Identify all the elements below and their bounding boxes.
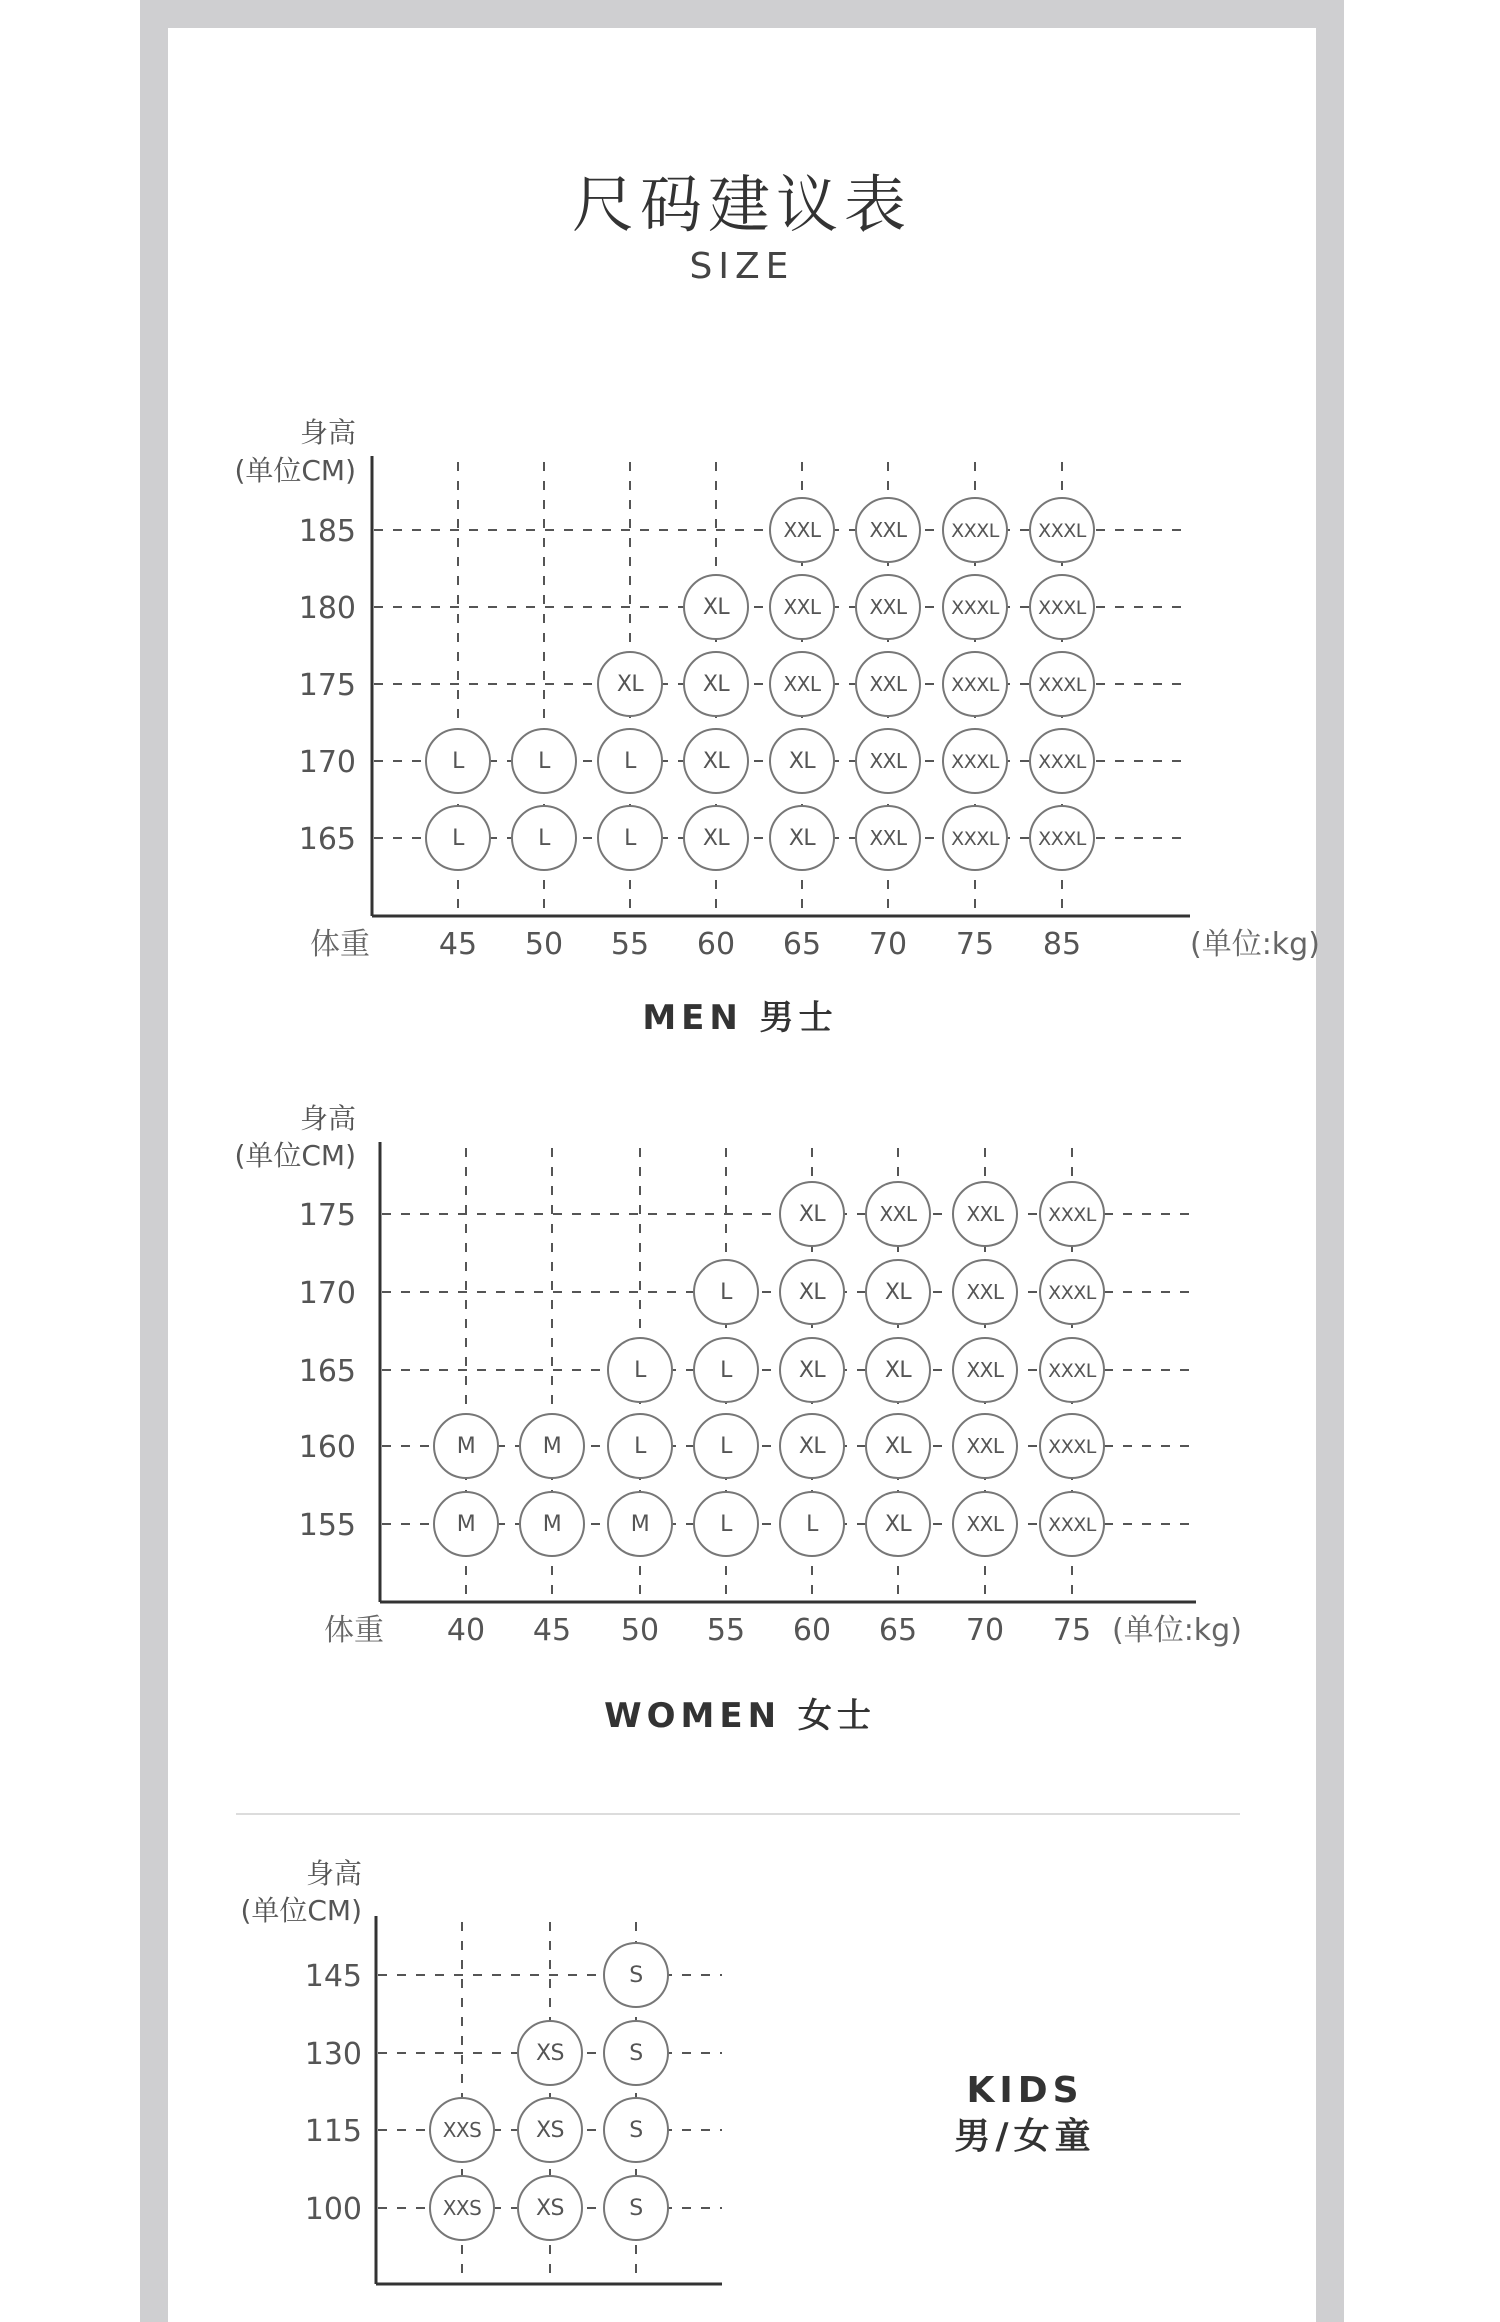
men-size-label: XL — [788, 826, 816, 851]
kids-y-title: 身高 — [305, 1857, 362, 1890]
women-size-label: XL — [884, 1512, 912, 1537]
kids-size-label: XXS — [442, 2118, 482, 2142]
women-size-label: L — [634, 1358, 646, 1383]
page-title: 尺码建议表 — [571, 168, 912, 241]
women-size-label: XL — [798, 1202, 826, 1227]
women-size-label: M — [456, 1434, 476, 1459]
men-size-label: XL — [616, 672, 644, 697]
men-size-label: XXXL — [951, 597, 999, 619]
men-x-tick-label: 75 — [955, 927, 995, 962]
men-y-tick-label: 175 — [298, 668, 356, 703]
kids-y-tick-label: 115 — [304, 2114, 362, 2149]
women-y-tick-label: 155 — [298, 1508, 356, 1543]
men-y-tick-label: 185 — [298, 514, 356, 549]
women-size-label: XXL — [966, 1202, 1004, 1226]
women-y-tick-label: 160 — [298, 1430, 356, 1465]
men-x-tick-label: 70 — [868, 927, 908, 962]
men-y-unit: (单位CM) — [234, 454, 356, 487]
men-size-label: XXXL — [1038, 597, 1086, 619]
kids-size-label: XXS — [442, 2196, 482, 2220]
kids-size-label: XS — [535, 2118, 565, 2143]
women-size-label: XXL — [879, 1202, 917, 1226]
women-size-label: M — [542, 1434, 562, 1459]
kids-y-tick-label: 145 — [304, 1959, 362, 1994]
women-size-label: XL — [798, 1434, 826, 1459]
men-y-tick-label: 165 — [298, 822, 356, 857]
women-size-label: XXL — [966, 1434, 1004, 1458]
women-size-label: L — [634, 1434, 646, 1459]
women-x-title: 体重 — [324, 1613, 384, 1648]
women-y-unit: (单位CM) — [234, 1139, 356, 1172]
men-size-label: L — [624, 826, 636, 851]
women-size-label: XXXL — [1048, 1514, 1096, 1536]
kids-y-tick-label: 100 — [304, 2192, 362, 2227]
women-y-tick-label: 170 — [298, 1276, 356, 1311]
men-size-label: XXXL — [951, 828, 999, 850]
men-x-unit: (单位:kg) — [1190, 927, 1320, 962]
men-size-label: XXL — [869, 749, 907, 773]
men-y-tick-label: 170 — [298, 745, 356, 780]
men-size-label: XL — [702, 595, 730, 620]
women-size-label: XXXL — [1048, 1282, 1096, 1304]
kids-size-label: S — [629, 2118, 643, 2143]
men-size-label: L — [452, 749, 464, 774]
kids-section-label — [910, 2068, 1140, 2160]
women-size-label: XXXL — [1048, 1436, 1096, 1458]
kids-size-label: S — [629, 2041, 643, 2066]
men-y-tick-label: 180 — [298, 591, 356, 626]
kids-y-unit: (单位CM) — [240, 1894, 362, 1927]
women-x-tick-label: 60 — [792, 1613, 832, 1648]
women-size-label: L — [720, 1434, 732, 1459]
men-size-label: XXXL — [951, 674, 999, 696]
women-size-label: XL — [884, 1434, 912, 1459]
women-size-label: XXXL — [1048, 1360, 1096, 1382]
women-x-tick-label: 55 — [706, 1613, 746, 1648]
women-x-tick-label: 45 — [532, 1613, 572, 1648]
men-x-title: 体重 — [310, 927, 370, 962]
men-size-label: L — [452, 826, 464, 851]
women-size-label: L — [720, 1358, 732, 1383]
women-y-tick-label: 165 — [298, 1354, 356, 1389]
men-size-label: XXL — [783, 672, 821, 696]
women-x-tick-label: 65 — [878, 1613, 918, 1648]
women-size-label: XXL — [966, 1512, 1004, 1536]
kids-label-line2: 男/女童 — [954, 2116, 1096, 2157]
women-size-label: XL — [798, 1358, 826, 1383]
kids-size-label: S — [629, 1963, 643, 1988]
men-size-label: XXXL — [1038, 674, 1086, 696]
kids-y-tick-label: 130 — [304, 2037, 362, 2072]
men-size-label: XXL — [869, 518, 907, 542]
men-y-title: 身高 — [299, 416, 356, 449]
men-x-tick-label: 60 — [696, 927, 736, 962]
men-size-label: XL — [702, 749, 730, 774]
men-size-label: XXL — [869, 672, 907, 696]
men-size-label: XXXL — [1038, 520, 1086, 542]
women-size-label: XL — [884, 1358, 912, 1383]
women-x-unit: (单位:kg) — [1112, 1613, 1242, 1648]
women-y-tick-label: 175 — [298, 1198, 356, 1233]
women-size-label: XXL — [966, 1280, 1004, 1304]
women-y-title: 身高 — [299, 1102, 356, 1135]
men-size-label: XXL — [783, 595, 821, 619]
women-size-label: XL — [798, 1280, 826, 1305]
men-section-label: MEN 男士 — [642, 998, 838, 1038]
women-size-label: M — [630, 1512, 650, 1537]
women-size-label: L — [806, 1512, 818, 1537]
men-x-tick-label: 45 — [438, 927, 478, 962]
women-size-label: L — [720, 1280, 732, 1305]
men-size-label: XXL — [869, 595, 907, 619]
kids-size-label: XS — [535, 2196, 565, 2221]
men-size-label: L — [538, 826, 550, 851]
men-size-label: XXXL — [1038, 751, 1086, 773]
men-size-label: XXXL — [951, 520, 999, 542]
kids-size-label: S — [629, 2196, 643, 2221]
men-x-tick-label: 55 — [610, 927, 650, 962]
women-x-tick-label: 70 — [965, 1613, 1005, 1648]
women-size-label: XXL — [966, 1358, 1004, 1382]
men-size-label: XXL — [783, 518, 821, 542]
men-size-label: L — [538, 749, 550, 774]
women-size-label: M — [456, 1512, 476, 1537]
kids-size-label: XS — [535, 2041, 565, 2066]
men-size-label: XXL — [869, 826, 907, 850]
men-size-label: XXXL — [951, 751, 999, 773]
women-size-label: XXXL — [1048, 1204, 1096, 1226]
women-size-label: M — [542, 1512, 562, 1537]
women-x-tick-label: 75 — [1052, 1613, 1092, 1648]
section-divider — [236, 1813, 1240, 1815]
kids-label-line1: KIDS — [966, 2070, 1084, 2111]
men-size-label: XL — [788, 749, 816, 774]
women-x-tick-label: 40 — [446, 1613, 486, 1648]
men-size-label: XL — [702, 826, 730, 851]
page-subtitle: SIZE — [689, 246, 795, 287]
men-x-tick-label: 50 — [524, 927, 564, 962]
men-x-tick-label: 85 — [1042, 927, 1082, 962]
men-x-tick-label: 65 — [782, 927, 822, 962]
women-size-label: L — [720, 1512, 732, 1537]
men-size-label: XXXL — [1038, 828, 1086, 850]
women-size-label: XL — [884, 1280, 912, 1305]
women-section-label: WOMEN 女士 — [604, 1696, 876, 1736]
men-size-label: XL — [702, 672, 730, 697]
men-size-label: L — [624, 749, 636, 774]
women-x-tick-label: 50 — [620, 1613, 660, 1648]
